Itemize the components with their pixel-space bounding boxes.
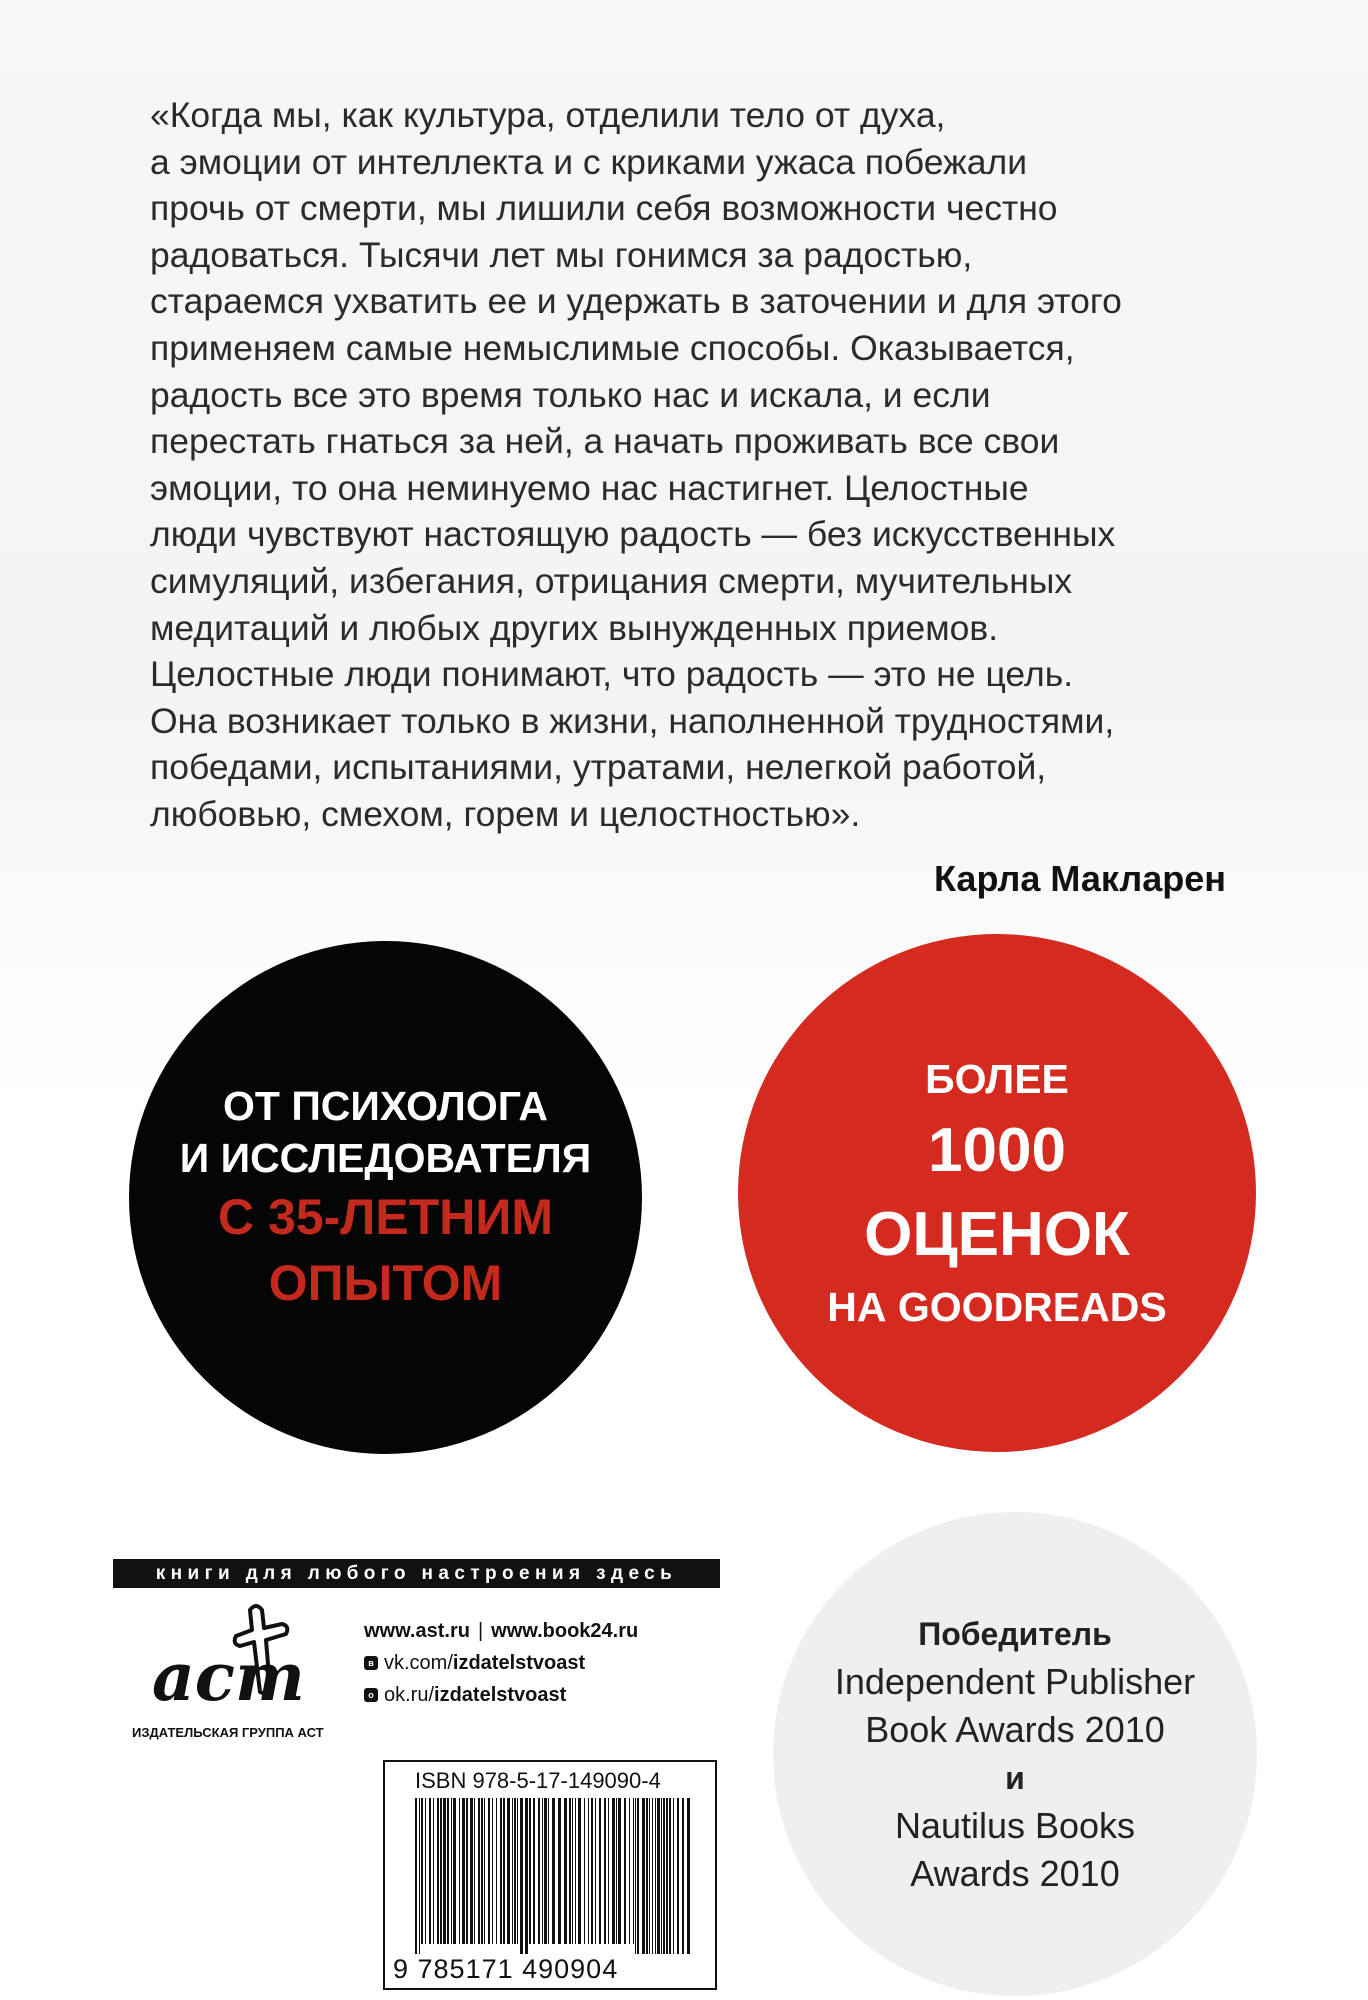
barcode-bars: [399, 1798, 699, 1954]
vk-link-handle: izdatelstvoast: [452, 1652, 586, 1674]
barcode-bar: [484, 1798, 485, 1944]
barcode-bar: [419, 1798, 420, 1954]
barcode-bar: [575, 1798, 576, 1944]
barcode-bar: [608, 1798, 609, 1944]
barcode-bar: [673, 1798, 674, 1954]
barcode-bar: [433, 1798, 434, 1944]
barcode-bar: [661, 1798, 662, 1954]
award-line-3: Nautilus Books: [894, 1805, 1136, 1846]
quote-line: перестать гнаться за ней, а начать проживать все свои: [150, 421, 1060, 462]
barcode-bar: [538, 1798, 540, 1944]
ratings-badge-line-3: ОЦЕНОК: [864, 1200, 1130, 1269]
quote-line: люди чувствуют настоящую радость — без искусственных: [150, 514, 1116, 555]
award-line-4: Awards 2010: [910, 1853, 1120, 1894]
psychologist-badge: [129, 941, 642, 1454]
barcode-bar: [481, 1798, 483, 1944]
ratings-badge-line-1: БОЛЕЕ: [925, 1056, 1069, 1102]
barcode-digits: 9 785171 490904: [393, 1954, 619, 1984]
barcode-bar: [666, 1798, 668, 1954]
ast-logo-icon: [130, 1600, 320, 1710]
link-separator: |: [477, 1620, 484, 1642]
award-badge: [773, 1512, 1257, 1996]
barcode-bar: [624, 1798, 626, 1944]
barcode-bar: [517, 1798, 518, 1944]
barcode-bar: [415, 1798, 417, 1954]
vk-link-prefix: vk.com/: [384, 1652, 453, 1674]
ratings-badge: [738, 934, 1256, 1452]
barcode-bar: [578, 1798, 581, 1944]
ast-logo-text: аст: [152, 1638, 305, 1710]
website-links: [364, 1615, 638, 1647]
barcode-bar: [462, 1798, 465, 1944]
barcode-bar: [496, 1798, 497, 1944]
barcode-bar: [478, 1798, 480, 1944]
barcode-bar: [533, 1798, 535, 1944]
barcode-bar: [599, 1798, 601, 1944]
barcode-bar: [612, 1798, 615, 1944]
barcode-bar: [440, 1798, 442, 1944]
award-line-2: Book Awards 2010: [865, 1709, 1165, 1750]
website-link-ast[interactable]: www.ast.ru: [364, 1620, 470, 1642]
vk-icon: в: [364, 1656, 378, 1670]
barcode-bar: [629, 1798, 630, 1944]
vk-link[interactable]: [364, 1647, 638, 1679]
barcode-bar: [682, 1798, 684, 1954]
quote-line: радость все это время только нас и искала, и если: [150, 374, 991, 415]
barcode-bar: [447, 1798, 449, 1944]
barcode-bar: [669, 1798, 671, 1954]
barcode-bar: [569, 1798, 571, 1944]
publisher-tagline: книги для любого настроения здесь: [113, 1559, 720, 1588]
barcode-bar: [542, 1798, 543, 1944]
barcode-bar: [618, 1798, 621, 1944]
barcode-bar: [642, 1798, 645, 1954]
psychologist-badge-line-3: С 35-ЛЕТНИМ: [218, 1188, 553, 1245]
isbn-barcode: [383, 1760, 717, 1990]
barcode-bar: [558, 1798, 561, 1944]
psychologist-badge-line-1: ОТ ПСИХОЛОГА: [223, 1082, 548, 1129]
ok-icon: о: [364, 1688, 378, 1702]
barcode-bar: [529, 1798, 531, 1944]
barcode-bar: [564, 1798, 567, 1944]
barcode-bar: [588, 1798, 589, 1944]
quote-line: медитаций и любых других вынужденных приемов.: [150, 607, 999, 648]
quote-line: симуляций, избегания, отрицания смерти, мучительных: [150, 560, 1073, 601]
ratings-badge-line-4: НА GOODREADS: [827, 1284, 1167, 1330]
barcode-bar: [437, 1798, 439, 1944]
quote-line: применяем самые немыслимые способы. Оказывается,: [150, 327, 1075, 368]
barcode-bar: [500, 1798, 502, 1944]
publisher-links: [364, 1615, 638, 1711]
barcode-bar: [443, 1798, 446, 1944]
publisher-caption: ИЗДАТЕЛЬСКАЯ ГРУППА АСТ: [132, 1725, 324, 1740]
barcode-bar: [466, 1798, 468, 1944]
barcode-bar: [677, 1798, 679, 1954]
quote-block: [150, 92, 1250, 838]
barcode-bar: [520, 1798, 523, 1954]
barcode-bar: [525, 1798, 528, 1954]
barcode-bar: [492, 1798, 493, 1944]
barcode-bar: [604, 1798, 606, 1944]
barcode-bar: [652, 1798, 653, 1954]
barcode-bar: [474, 1798, 475, 1944]
barcode-bar: [591, 1798, 593, 1944]
barcode-bar: [451, 1798, 452, 1944]
ok-link[interactable]: [364, 1679, 638, 1711]
isbn-label: ISBN 978-5-17-149090-4: [415, 1768, 661, 1793]
barcode-bar: [548, 1798, 549, 1944]
quote-line: а эмоции от интеллекта и с криками ужаса побежали: [150, 141, 1028, 182]
ok-link-handle: izdatelstvoast: [434, 1684, 567, 1706]
barcode-bar: [425, 1798, 426, 1944]
quote-line: Она возникает только в жизни, наполненной трудностями,: [150, 700, 1115, 741]
barcode-bar: [544, 1798, 547, 1944]
barcode-bar: [470, 1798, 473, 1944]
barcode-bar: [655, 1798, 656, 1954]
barcode-bar: [595, 1798, 596, 1944]
barcode-bar: [488, 1798, 490, 1944]
award-line-1: Independent Publisher: [834, 1661, 1196, 1702]
psychologist-badge-line-4: ОПЫТОМ: [268, 1254, 503, 1311]
barcode-bar: [663, 1798, 665, 1954]
barcode-bar: [572, 1798, 573, 1944]
quote-line: радоваться. Тысячи лет мы гонимся за радостью,: [150, 234, 973, 275]
barcode-bar: [459, 1798, 460, 1944]
ratings-badge-count: 1000: [928, 1116, 1066, 1185]
barcode-bar: [421, 1798, 423, 1944]
barcode-bar: [584, 1798, 585, 1944]
quote-line: победами, испытаниями, утратами, нелегкой работой,: [150, 747, 1047, 788]
barcode-bar: [429, 1798, 431, 1944]
award-winner-label: Победитель: [918, 1616, 1112, 1652]
barcode-bar: [687, 1798, 690, 1954]
quote-author: Карла Макларен: [934, 858, 1226, 899]
quote-line: прочь от смерти, мы лишили себя возможности честно: [150, 188, 1058, 229]
barcode-bar: [649, 1798, 650, 1954]
quote-line: эмоции, то она неминуемо нас настигнет. Целостные: [150, 467, 1029, 508]
award-and: и: [1005, 1760, 1025, 1796]
ok-link-prefix: ok.ru/: [384, 1684, 435, 1706]
barcode-bar: [616, 1798, 617, 1944]
barcode-bar: [507, 1798, 510, 1944]
barcode-bar: [633, 1798, 634, 1944]
barcode-bar: [552, 1798, 555, 1944]
website-link-book24[interactable]: www.book24.ru: [491, 1620, 639, 1642]
barcode-bar: [646, 1798, 648, 1954]
quote-line: любовью, смехом, горем и целостностью».: [150, 793, 861, 834]
psychologist-badge-line-2: И ИССЛЕДОВАТЕЛЯ: [179, 1134, 592, 1181]
barcode-bar: [453, 1798, 456, 1944]
quote-line: Целостные люди понимают, что радость — это не цель.: [150, 654, 1074, 695]
barcode-bar: [657, 1798, 660, 1954]
barcode-bar: [635, 1798, 636, 1954]
barcode-bar: [514, 1798, 516, 1944]
barcode-bar: [512, 1798, 513, 1944]
quote-line: стараемся ухватить ее и удержать в заточении и для этого: [150, 281, 1122, 322]
barcode-bar: [637, 1798, 639, 1954]
barcode-bar: [503, 1798, 505, 1944]
quote-line: «Когда мы, как культура, отделили тело от духа,: [150, 95, 946, 135]
